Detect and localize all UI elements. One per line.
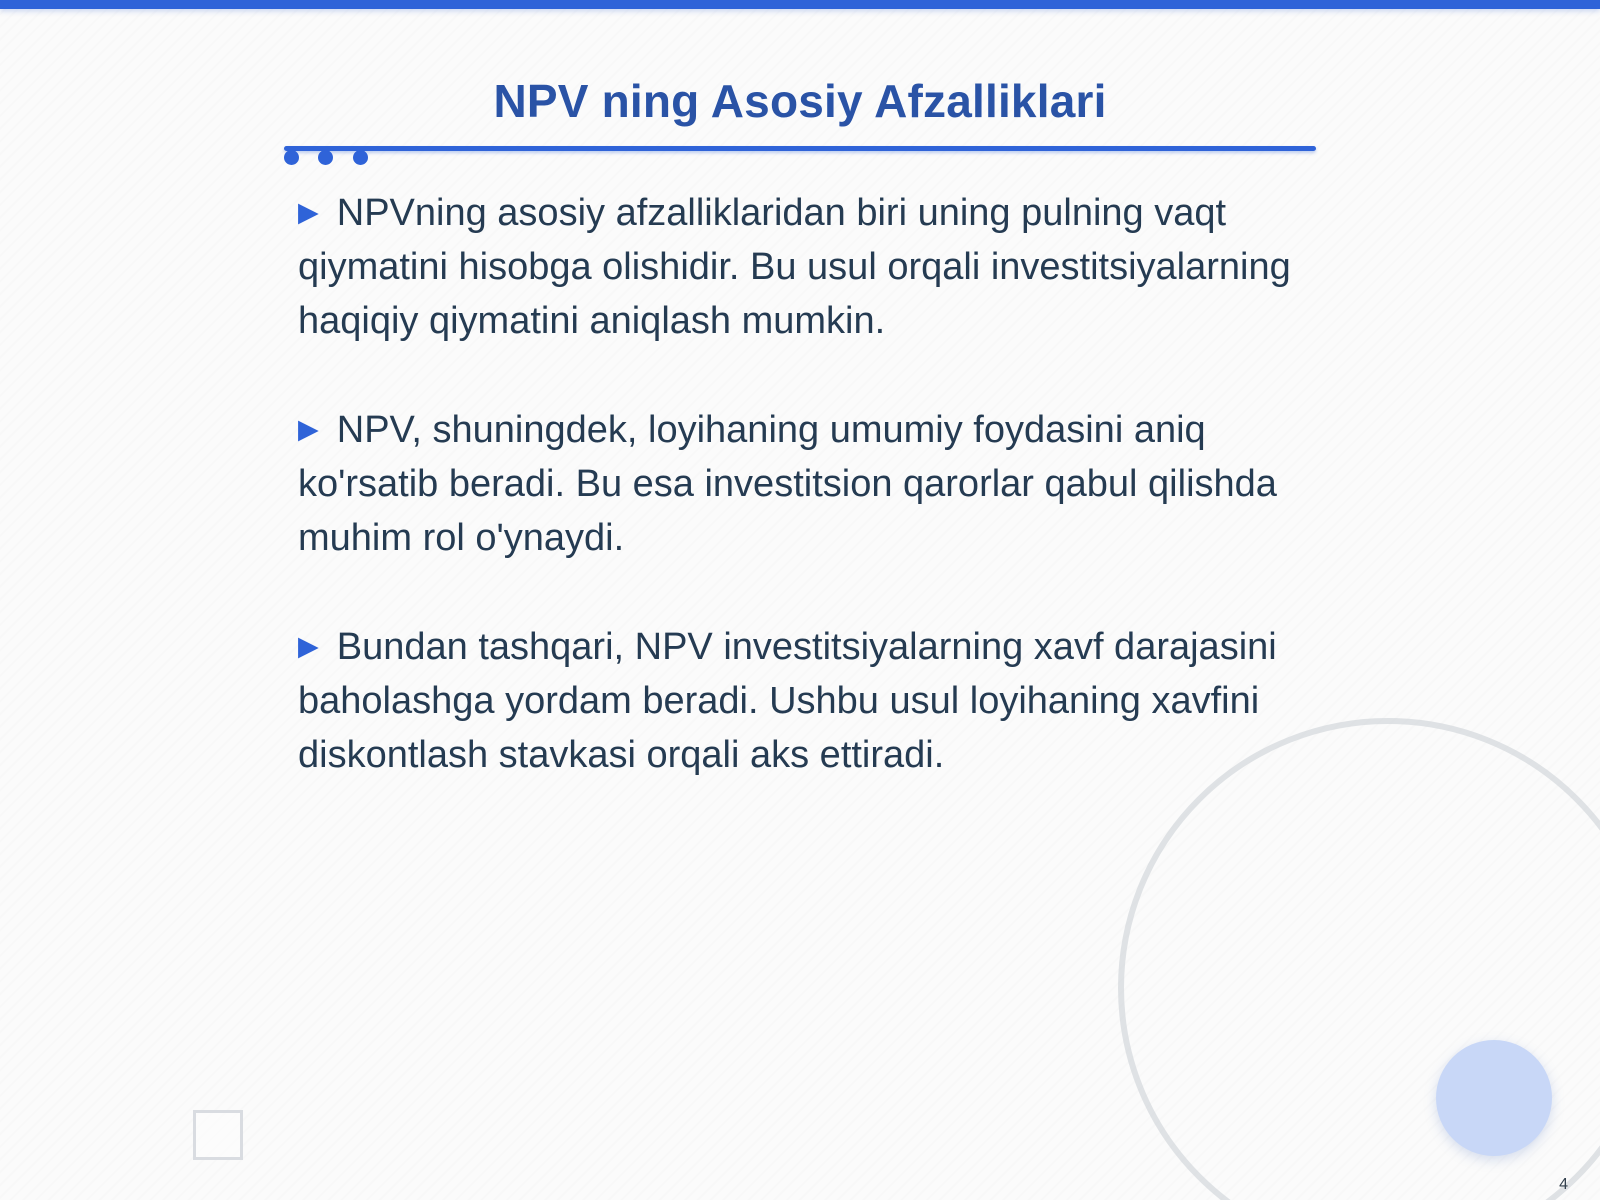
title-underline xyxy=(284,146,1316,151)
bullet-text: Bundan tashqari, NPV investitsiyalarning xavf darajasini baholashga yordam beradi. Ushbu usul loyihaning xavfini diskontlash stavkasi orqali aks ettiradi. xyxy=(298,626,1277,776)
decorative-disc xyxy=(1436,1040,1552,1156)
decorative-dot xyxy=(284,150,299,165)
bullet-item xyxy=(298,185,1308,348)
decorative-dot xyxy=(353,150,368,165)
decorative-dot xyxy=(318,150,333,165)
decorative-square xyxy=(193,1110,243,1160)
triangle-bullet-icon: ▶ xyxy=(298,631,319,661)
bullet-text: NPV, shuningdek, loyihaning umumiy foydasini aniq ko'rsatib beradi. Bu esa investitsion qarorlar qabul qilishda muhim rol o'ynaydi. xyxy=(298,409,1277,559)
slide-title: NPV ning Asosiy Afzalliklari xyxy=(493,75,1107,127)
bullet-list xyxy=(298,185,1308,836)
triangle-bullet-icon: ▶ xyxy=(298,414,319,444)
top-accent-bar xyxy=(0,0,1600,9)
bullet-item xyxy=(298,402,1308,565)
triangle-bullet-icon: ▶ xyxy=(298,197,319,227)
bullet-text: NPVning asosiy afzalliklaridan biri uning pulning vaqt qiymatini hisobga olishidir. Bu usul orqali investitsiyalarning haqiqiy qiymatini aniqlash mumkin. xyxy=(298,192,1291,342)
page-number: 4 xyxy=(1559,1176,1568,1193)
bullet-item xyxy=(298,619,1308,782)
